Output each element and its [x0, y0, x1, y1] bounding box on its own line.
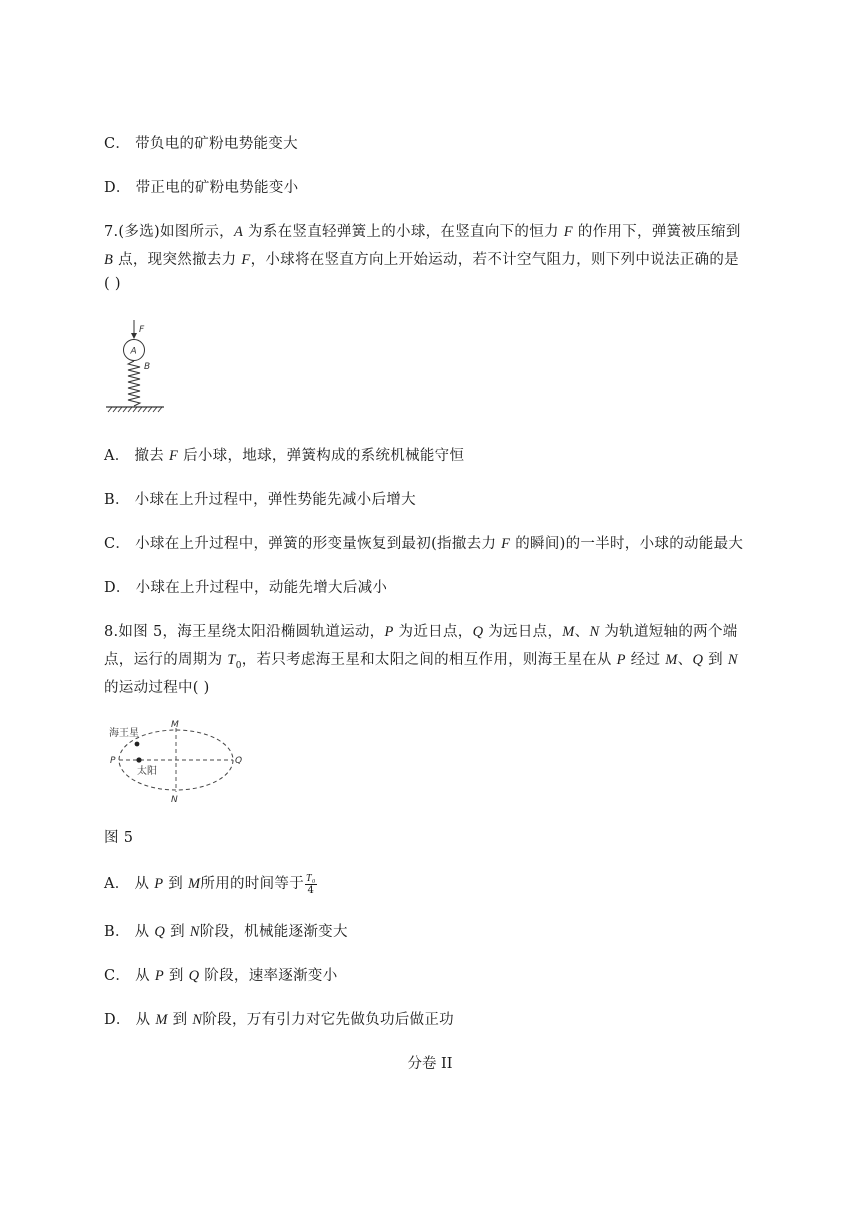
sun-label: 太阳: [137, 766, 157, 777]
q7-option-d: D． 小球在上升过程中，动能先增大后减小: [104, 580, 388, 596]
figure-caption: 图 5: [104, 830, 134, 846]
figure-label-b: B: [144, 362, 151, 372]
q8-stem-line3: 的运动过程中( ): [104, 680, 210, 696]
figure-label-a: A: [130, 346, 137, 357]
point-m-label: M: [171, 720, 179, 730]
q7-stem-line1: 7.(多选)如图所示，A 为系在竖直轻弹簧上的小球，在竖直向下的恒力 F 的作用下，弹簧被压缩到: [104, 224, 741, 240]
point-p-label: P: [110, 756, 116, 766]
q8-stem-line1: 8.如图 5，海王星绕太阳沿椭圆轨道运动，P 为近日点，Q 为远日点，M、N 为轨道短轴的两个端: [104, 624, 738, 640]
section-title: 分卷 II: [407, 1056, 453, 1072]
q8-option-b: B． 从 Q 到 N阶段，机械能逐渐变大: [104, 924, 348, 940]
fraction-t0-over-4: $\frac{\text{T₀}}{4}$: [306, 872, 316, 896]
q6-option-c: C． 带负电的矿粉电势能变大: [104, 136, 298, 152]
q8-option-c: C． 从 P 到 Q 阶段，速率逐渐变小: [104, 968, 338, 984]
q8-option-a: A． 从 P 到 M所用的时间等于 $\frac{\text{T₀}}{4}$: [104, 872, 316, 896]
q8-option-d: D． 从 M 到 N阶段，万有引力对它先做负功后做正功: [104, 1012, 454, 1028]
neptune-label: 海王星: [109, 728, 139, 739]
point-q-label: Q: [235, 756, 243, 766]
orbit-figure: [104, 716, 254, 804]
spring-ball-figure: [104, 318, 168, 414]
figure-label-f: F: [139, 325, 145, 335]
q8-stem-line2: 点，运行的周期为 $T_0$，若只考虑海王星和太阳之间的相互作用，则海王星在从 P 经过 M、Q 到 N: [104, 652, 738, 671]
q6-option-d: D． 带正电的矿粉电势能变小: [104, 180, 299, 196]
q7-option-a: A． 撤去 F 后小球，地球，弹簧构成的系统机械能守恒: [104, 448, 465, 464]
q7-option-b: B． 小球在上升过程中，弹性势能先减小后增大: [104, 492, 416, 508]
q7-stem-line2: B 点，现突然撤去力 F，小球将在竖直方向上开始运动，若不计空气阻力，则下列中说法正确的是: [104, 252, 739, 268]
q7-stem-line3: ( ): [104, 276, 121, 292]
q7-option-c: C． 小球在上升过程中，弹簧的形变量恢复到最初(指撤去力 F 的瞬间)的一半时，小球的动能最大: [104, 536, 744, 552]
point-n-label: N: [171, 795, 178, 804]
